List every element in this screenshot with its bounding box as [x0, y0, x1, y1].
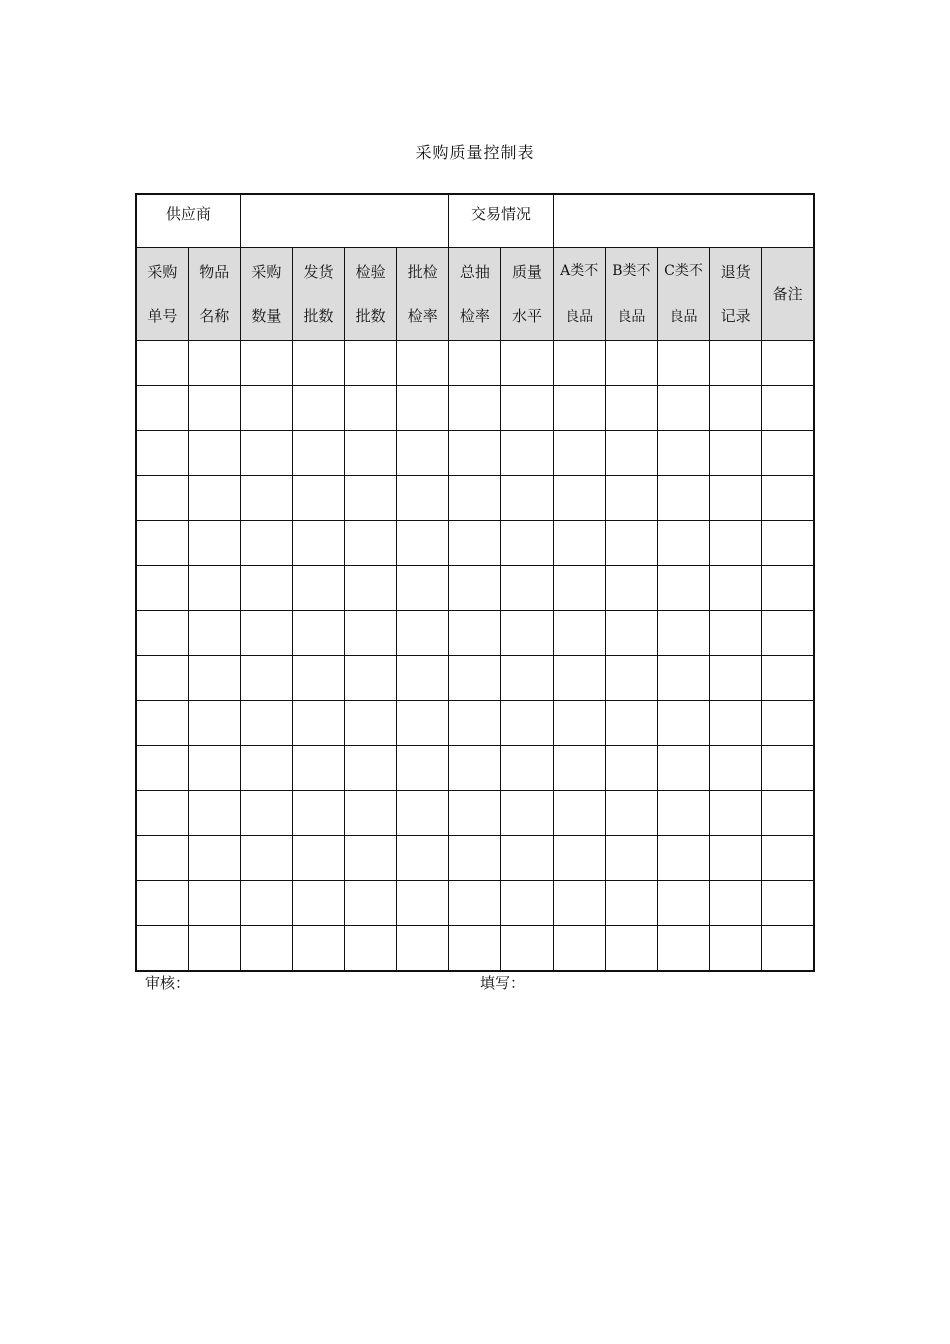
table-cell[interactable]	[136, 521, 188, 566]
table-cell[interactable]	[553, 521, 605, 566]
table-cell[interactable]	[657, 566, 709, 611]
table-cell[interactable]	[188, 566, 240, 611]
table-cell[interactable]	[136, 836, 188, 881]
table-cell[interactable]	[188, 746, 240, 791]
table-cell[interactable]	[345, 611, 397, 656]
table-cell[interactable]	[710, 746, 762, 791]
table-cell[interactable]	[188, 431, 240, 476]
table-cell[interactable]	[762, 431, 814, 476]
table-cell[interactable]	[449, 926, 501, 972]
table-cell[interactable]	[762, 701, 814, 746]
table-cell[interactable]	[553, 476, 605, 521]
table-cell[interactable]	[762, 836, 814, 881]
table-cell[interactable]	[605, 836, 657, 881]
table-cell[interactable]	[605, 611, 657, 656]
column-header-label: 采购	[147, 263, 178, 281]
table-cell[interactable]	[292, 341, 344, 386]
table-cell[interactable]	[501, 566, 553, 611]
table-cell[interactable]	[657, 836, 709, 881]
table-cell[interactable]	[605, 926, 657, 972]
table-cell[interactable]	[449, 611, 501, 656]
quality-control-table	[135, 193, 815, 972]
column-header-label: 检率	[407, 307, 438, 325]
column-header-label: 发货	[303, 263, 334, 281]
table-cell[interactable]	[345, 791, 397, 836]
page-title: 采购质量控制表	[415, 143, 535, 162]
table-cell[interactable]	[449, 746, 501, 791]
column-header	[240, 248, 292, 341]
table-cell[interactable]	[501, 836, 553, 881]
table-cell[interactable]	[605, 746, 657, 791]
table-cell[interactable]	[136, 746, 188, 791]
column-header-label: 备注	[772, 285, 803, 303]
table-cell[interactable]	[345, 656, 397, 701]
table-cell[interactable]	[136, 566, 188, 611]
column-header-label: 水平	[512, 307, 543, 325]
table-cell[interactable]	[188, 476, 240, 521]
table-row	[136, 566, 814, 611]
column-header-label: 单号	[147, 307, 178, 325]
table-cell[interactable]	[762, 521, 814, 566]
table-cell[interactable]	[397, 656, 449, 701]
table-cell[interactable]	[449, 656, 501, 701]
table-cell[interactable]	[345, 386, 397, 431]
table-cell[interactable]	[345, 431, 397, 476]
table-cell[interactable]	[240, 746, 292, 791]
column-header	[553, 248, 605, 341]
table-cell[interactable]	[710, 791, 762, 836]
table-cell[interactable]	[397, 476, 449, 521]
table-cell[interactable]	[345, 476, 397, 521]
table-cell[interactable]	[188, 611, 240, 656]
table-cell[interactable]	[240, 476, 292, 521]
table-row	[136, 791, 814, 836]
table-cell[interactable]	[240, 566, 292, 611]
table-cell[interactable]	[710, 701, 762, 746]
table-cell[interactable]	[553, 566, 605, 611]
table-cell[interactable]	[345, 881, 397, 926]
table-cell[interactable]	[449, 341, 501, 386]
table-cell[interactable]	[397, 611, 449, 656]
table-cell[interactable]	[710, 341, 762, 386]
table-cell[interactable]	[188, 386, 240, 431]
transaction-field[interactable]	[553, 194, 814, 248]
table-cell[interactable]	[553, 611, 605, 656]
table-cell[interactable]	[188, 836, 240, 881]
table-cell[interactable]	[292, 521, 344, 566]
table-cell[interactable]	[136, 926, 188, 972]
column-header-label: 质量	[512, 263, 543, 281]
table-cell[interactable]	[292, 476, 344, 521]
column-header	[345, 248, 397, 341]
table-cell[interactable]	[188, 926, 240, 972]
table-cell[interactable]	[657, 476, 709, 521]
transaction-label: 交易情况	[449, 194, 553, 248]
table-cell[interactable]	[240, 611, 292, 656]
column-header-label: B类不	[612, 263, 651, 279]
table-cell[interactable]	[136, 701, 188, 746]
table-cell[interactable]	[397, 341, 449, 386]
table-cell[interactable]	[605, 386, 657, 431]
table-cell[interactable]	[449, 836, 501, 881]
table-cell[interactable]	[292, 656, 344, 701]
table-cell[interactable]	[449, 791, 501, 836]
table-cell[interactable]	[553, 701, 605, 746]
table-cell[interactable]	[188, 521, 240, 566]
table-cell[interactable]	[710, 656, 762, 701]
table-cell[interactable]	[449, 386, 501, 431]
table-cell[interactable]	[553, 791, 605, 836]
table-cell[interactable]	[345, 341, 397, 386]
column-header-label: 检率	[459, 307, 490, 325]
table-cell[interactable]	[188, 341, 240, 386]
column-header-label: 物品	[199, 263, 230, 281]
table-cell[interactable]	[605, 791, 657, 836]
table-cell[interactable]	[657, 746, 709, 791]
table-row	[136, 926, 814, 972]
table-cell[interactable]	[449, 701, 501, 746]
table-cell[interactable]	[345, 836, 397, 881]
table-cell[interactable]	[397, 431, 449, 476]
table-cell[interactable]	[292, 566, 344, 611]
table-cell[interactable]	[292, 701, 344, 746]
table-cell[interactable]	[501, 611, 553, 656]
table-cell[interactable]	[240, 881, 292, 926]
column-header	[710, 248, 762, 341]
table-cell[interactable]	[762, 386, 814, 431]
column-header	[292, 248, 344, 341]
table-cell[interactable]	[501, 521, 553, 566]
table-row	[136, 836, 814, 881]
table-cell[interactable]	[605, 521, 657, 566]
table-cell[interactable]	[188, 881, 240, 926]
table-cell[interactable]	[710, 566, 762, 611]
table-cell[interactable]	[188, 791, 240, 836]
table-cell[interactable]	[397, 836, 449, 881]
table-cell[interactable]	[553, 656, 605, 701]
column-header	[605, 248, 657, 341]
column-header-label: 记录	[720, 307, 751, 325]
table-cell[interactable]	[397, 746, 449, 791]
table-cell[interactable]	[710, 836, 762, 881]
table-cell[interactable]	[657, 611, 709, 656]
table-cell[interactable]	[762, 611, 814, 656]
table-cell[interactable]	[136, 881, 188, 926]
column-header-label: C类不	[664, 263, 703, 279]
table-cell[interactable]	[501, 701, 553, 746]
table-cell[interactable]	[240, 386, 292, 431]
table-cell[interactable]	[710, 521, 762, 566]
table-cell[interactable]	[345, 521, 397, 566]
table-cell[interactable]	[710, 611, 762, 656]
table-cell[interactable]	[605, 431, 657, 476]
table-cell[interactable]	[397, 386, 449, 431]
table-cell[interactable]	[605, 881, 657, 926]
table-cell[interactable]	[292, 746, 344, 791]
table-cell[interactable]	[605, 566, 657, 611]
info-row	[136, 194, 814, 248]
table-cell[interactable]	[710, 476, 762, 521]
table-cell[interactable]	[240, 791, 292, 836]
column-header	[449, 248, 501, 341]
table-cell[interactable]	[710, 881, 762, 926]
table-cell[interactable]	[501, 791, 553, 836]
table-cell[interactable]	[553, 386, 605, 431]
table-cell[interactable]	[292, 791, 344, 836]
table-cell[interactable]	[240, 521, 292, 566]
table-cell[interactable]	[501, 656, 553, 701]
table-cell[interactable]	[605, 701, 657, 746]
table-cell[interactable]	[501, 386, 553, 431]
table-cell[interactable]	[657, 791, 709, 836]
table-row	[136, 746, 814, 791]
table-cell[interactable]	[449, 431, 501, 476]
column-header-label: 总抽	[459, 263, 490, 281]
table-cell[interactable]	[657, 926, 709, 972]
table-cell[interactable]	[136, 611, 188, 656]
table-cell[interactable]	[553, 836, 605, 881]
table-row	[136, 386, 814, 431]
header-row	[136, 248, 814, 341]
column-header	[657, 248, 709, 341]
column-header-label: 批检	[407, 263, 438, 281]
column-header-label: 数量	[251, 307, 282, 325]
table-cell[interactable]	[397, 566, 449, 611]
table-cell[interactable]	[240, 341, 292, 386]
table-cell[interactable]	[710, 386, 762, 431]
table-cell[interactable]	[136, 476, 188, 521]
table-cell[interactable]	[136, 431, 188, 476]
column-header-label: 良品	[565, 309, 594, 325]
table-cell[interactable]	[397, 791, 449, 836]
column-header-label: 名称	[199, 307, 230, 325]
column-header-label: 良品	[669, 309, 698, 325]
table-cell[interactable]	[762, 746, 814, 791]
filler-label: 填写：	[480, 974, 526, 992]
table-cell[interactable]	[188, 701, 240, 746]
table-cell[interactable]	[657, 656, 709, 701]
column-header	[397, 248, 449, 341]
table-cell[interactable]	[397, 701, 449, 746]
table-cell[interactable]	[501, 431, 553, 476]
column-header-label: 退货	[720, 263, 751, 281]
table-cell[interactable]	[449, 476, 501, 521]
table-cell[interactable]	[292, 926, 344, 972]
table-cell[interactable]	[762, 791, 814, 836]
table-cell[interactable]	[553, 881, 605, 926]
table-cell[interactable]	[136, 656, 188, 701]
table-cell[interactable]	[605, 476, 657, 521]
table-cell[interactable]	[345, 566, 397, 611]
table-cell[interactable]	[501, 881, 553, 926]
table-cell[interactable]	[657, 881, 709, 926]
table-cell[interactable]	[553, 926, 605, 972]
table-cell[interactable]	[397, 926, 449, 972]
table-row	[136, 341, 814, 386]
table-cell[interactable]	[240, 701, 292, 746]
table-row	[136, 476, 814, 521]
column-header-label: 良品	[617, 309, 646, 325]
table-cell[interactable]	[657, 701, 709, 746]
table-cell[interactable]	[345, 701, 397, 746]
table-cell[interactable]	[188, 656, 240, 701]
table-cell[interactable]	[605, 341, 657, 386]
table-row	[136, 431, 814, 476]
table-cell[interactable]	[710, 926, 762, 972]
table-cell[interactable]	[345, 926, 397, 972]
table-cell[interactable]	[345, 746, 397, 791]
table-cell[interactable]	[553, 341, 605, 386]
table-cell[interactable]	[762, 881, 814, 926]
table-cell[interactable]	[240, 836, 292, 881]
table-cell[interactable]	[397, 881, 449, 926]
table-cell[interactable]	[657, 431, 709, 476]
column-header-label: 批数	[303, 307, 334, 325]
table-row	[136, 521, 814, 566]
column-header-label: 批数	[355, 307, 386, 325]
table-cell[interactable]	[292, 881, 344, 926]
table-cell[interactable]	[292, 611, 344, 656]
table-cell[interactable]	[501, 341, 553, 386]
table-cell[interactable]	[553, 746, 605, 791]
table-cell[interactable]	[136, 791, 188, 836]
table-cell[interactable]	[553, 431, 605, 476]
table-cell[interactable]	[762, 566, 814, 611]
table-cell[interactable]	[710, 431, 762, 476]
table-cell[interactable]	[292, 386, 344, 431]
table-cell[interactable]	[657, 521, 709, 566]
table-cell[interactable]	[240, 431, 292, 476]
table-row	[136, 611, 814, 656]
table-cell[interactable]	[397, 521, 449, 566]
table-cell[interactable]	[449, 881, 501, 926]
table-cell[interactable]	[449, 566, 501, 611]
table-cell[interactable]	[762, 476, 814, 521]
table-cell[interactable]	[657, 386, 709, 431]
reviewer-label: 审核：	[145, 974, 191, 992]
column-header	[188, 248, 240, 341]
table-cell[interactable]	[657, 341, 709, 386]
table-cell[interactable]	[501, 926, 553, 972]
table-row	[136, 881, 814, 926]
table-cell[interactable]	[240, 656, 292, 701]
column-header	[136, 248, 188, 341]
column-header-label: 采购	[251, 263, 282, 281]
table-cell[interactable]	[292, 431, 344, 476]
supplier-field[interactable]	[240, 194, 449, 248]
column-header-label: A类不	[560, 263, 599, 279]
table-cell[interactable]	[136, 386, 188, 431]
table-cell[interactable]	[762, 341, 814, 386]
supplier-label: 供应商	[136, 194, 240, 248]
table-cell[interactable]	[240, 926, 292, 972]
table-cell[interactable]	[449, 521, 501, 566]
table-row	[136, 701, 814, 746]
table-cell[interactable]	[136, 341, 188, 386]
table-cell[interactable]	[501, 476, 553, 521]
table-cell[interactable]	[762, 656, 814, 701]
table-cell[interactable]	[292, 836, 344, 881]
table-row	[136, 656, 814, 701]
column-header-label: 检验	[355, 263, 386, 281]
table-cell[interactable]	[762, 926, 814, 972]
table-cell[interactable]	[605, 656, 657, 701]
column-header	[501, 248, 553, 341]
column-header	[762, 248, 814, 341]
table-cell[interactable]	[501, 746, 553, 791]
